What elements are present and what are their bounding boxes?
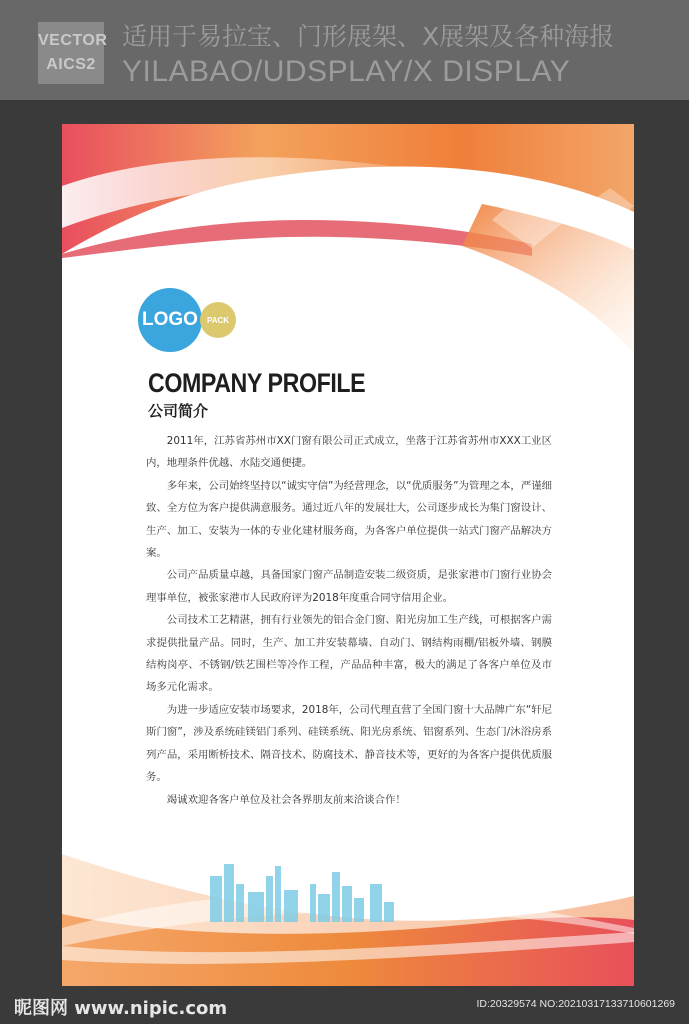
footer-bar — [0, 986, 689, 1024]
paragraph-3: 公司产品质量卓越，具备国家门窗产品制造安装二级资质，是张家港市门窗行业协会理事单位，被张家港市人民政府评为2018年度重合同守信用企业。 — [146, 569, 552, 604]
badge-line2: AICS2 — [46, 56, 96, 73]
profile-body — [146, 430, 552, 811]
logo-text: LOGO — [142, 309, 198, 330]
company-profile-heading: COMPANY PROFILE — [148, 368, 366, 398]
paragraph-2: 多年来，公司始终坚持以“诚实守信”为经营理念，以“优质服务”为管理之本，严谨细致、全方位为客户提供满意服务。通过近八年的发展壮大，公司逐步成长为集门窗设计、生产、加工、安装为一体的专业化建材服务商，为各客户单位提供一站式门窗产品解决方案。 — [146, 479, 552, 560]
pack-text: PACK — [206, 315, 230, 325]
paragraph-4: 公司技术工艺精湛，拥有行业领先的铝合金门窗、阳光房加工生产线，可根据客户需求提供批量产品。同时，生产、加工并安装幕墙、自动门、钢结构雨棚/铝板外墙、钢膜结构岗亭、不锈钢/铁艺围栏等冷作工程，产品品种丰富，极大的满足了各客户单位及市场多元化需求。 — [146, 614, 552, 694]
banner-subtitle: YILABAO/UDSPLAY/X DISPLAY — [122, 55, 571, 88]
paragraph-1: 2011年，江苏省苏州市XX门窗有限公司正式成立，坐落于江苏省苏州市XXX工业区内，地理条件优越、水陆交通便捷。 — [146, 435, 552, 470]
site-watermark: 昵图网 www.nipic.com — [14, 998, 228, 1019]
top-banner — [0, 0, 689, 100]
logo-circle — [138, 288, 202, 352]
banner-title: 适用于易拉宝、门形展架、X展架及各种海报 — [122, 22, 615, 51]
company-profile-subheading: 公司简介 — [148, 402, 209, 420]
badge-line1: VECTOR — [38, 32, 108, 49]
image-id: ID:20329574 NO:20210317133710601269 — [476, 998, 675, 1010]
paragraph-5: 为进一步适应安装市场要求，2018年，公司代理直营了全国门窗十大品牌广东“轩尼斯门窗”，涉及系统硅镁铝门系列、硅镁系统、阳光房系统、铝窗系列、生态门/沐浴房系列产品，采用断桥技术、隔音技术、防腐技术、静音技术等，更好的为各客户提供优质服务。 — [146, 703, 552, 784]
vector-badge — [38, 22, 108, 84]
pack-circle — [200, 302, 236, 338]
poster — [62, 124, 634, 986]
paragraph-6: 竭诚欢迎各客户单位及社会各界朋友前来洽谈合作！ — [166, 793, 406, 806]
